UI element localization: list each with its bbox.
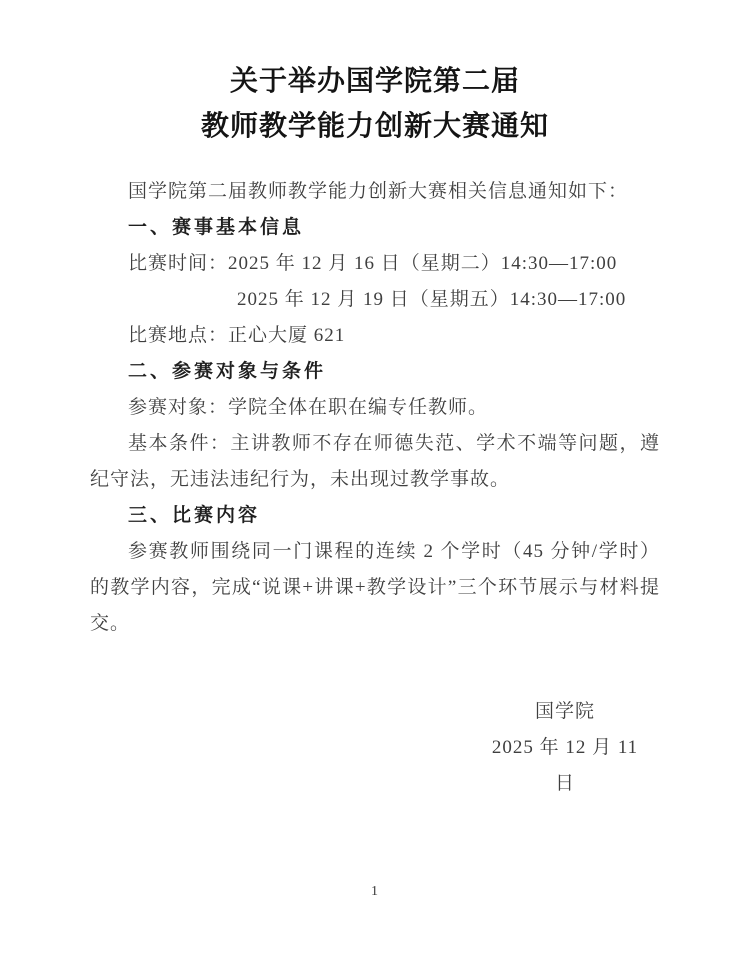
competition-time-line-1: 比赛时间：2025 年 12 月 16 日（星期二）14:30—17:00 xyxy=(128,253,618,274)
document-title xyxy=(90,58,660,148)
signature-block xyxy=(480,694,650,802)
section-1-heading: 一、赛事基本信息 xyxy=(128,217,305,238)
section-3-heading: 三、比赛内容 xyxy=(128,505,261,526)
page-number: 1 xyxy=(371,884,378,899)
signature-org: 国学院 xyxy=(534,701,595,722)
competition-location-line: 比赛地点：正心大厦 621 xyxy=(128,325,346,346)
participants-line: 参赛对象：学院全体在职在编专任教师。 xyxy=(128,397,489,418)
competition-content-paragraph: 参赛教师围绕同一门课程的连续 2 个学时（45 分钟/学时）的教学内容，完成“说课+讲课+教学设计”三个环节展示与材料提交。 xyxy=(90,541,660,634)
basic-conditions-paragraph: 基本条件：主讲教师不存在师德失范、学术不端等问题，遵纪守法，无违法违纪行为，未出现过教学事故。 xyxy=(90,433,660,490)
intro-paragraph: 国学院第二届教师教学能力创新大赛相关信息通知如下： xyxy=(128,181,629,202)
title-line-1: 关于举办国学院第二届 xyxy=(229,65,520,96)
section-2-heading: 二、参赛对象与条件 xyxy=(128,361,327,382)
title-line-2: 教师教学能力创新大赛通知 xyxy=(200,110,549,141)
competition-time-line-2: 2025 年 12 月 19 日（星期五）14:30—17:00 xyxy=(237,289,627,310)
signature-date: 2025 年 12 月 11 日 xyxy=(491,737,639,794)
